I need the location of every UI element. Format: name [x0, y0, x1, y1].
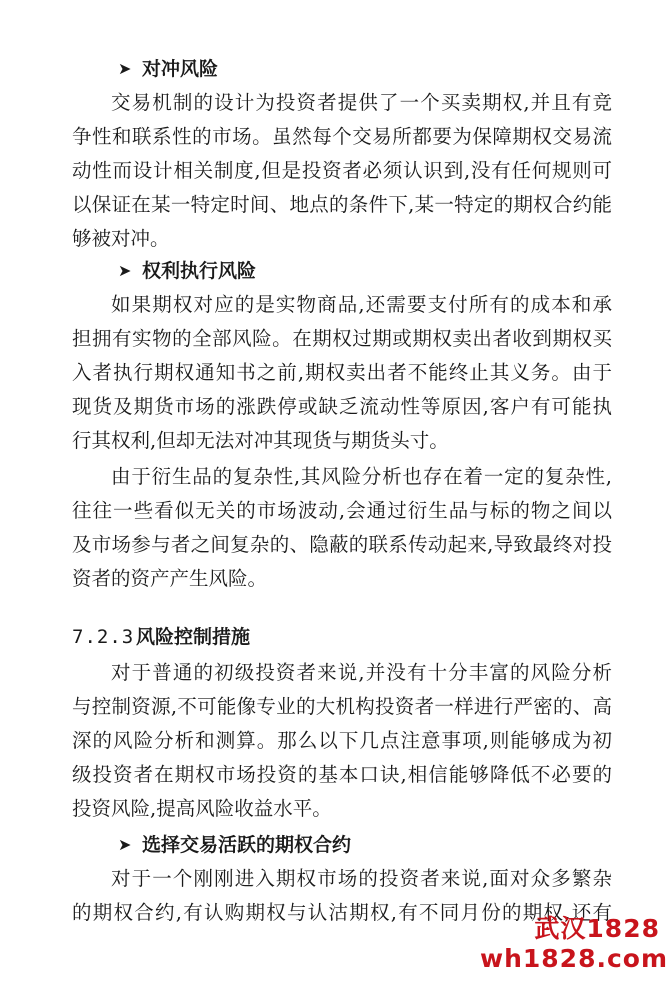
paragraph-hedge-risk — [72, 86, 612, 256]
paragraph-line: 对于一个刚刚进入期权市场的投资者来说,面对众多繁杂 — [111, 867, 612, 890]
paragraph-line: 够被对冲。 — [72, 227, 170, 250]
paragraph-line: 对于普通的初级投资者来说,并没有十分丰富的风险分析 — [111, 661, 612, 684]
section-title: 风险控制措施 — [136, 626, 251, 648]
paragraph-risk-control — [72, 656, 612, 826]
heading-hedge-risk — [118, 54, 218, 84]
paragraph-line: 担拥有实物的全部风险。在期权过期或期权卖出者收到期权买 — [72, 327, 612, 350]
watermark-line-1: 武汉1828 — [534, 914, 660, 943]
heading-active-contracts-text: 选择交易活跃的期权合约 — [142, 834, 352, 856]
paragraph-line: 现货及期货市场的涨跌停或缺乏流动性等原因,客户有可能执 — [72, 395, 612, 418]
paragraph-exercise-risk — [72, 288, 612, 458]
arrow-right-icon: ➤ — [118, 835, 132, 854]
section-heading — [72, 622, 250, 652]
paragraph-line: 投资风险,提高风险收益水平。 — [72, 797, 332, 820]
watermark-line-2: wh1828.com — [480, 944, 669, 973]
watermark — [480, 914, 669, 974]
arrow-right-icon: ➤ — [118, 59, 132, 78]
heading-exercise-risk-text: 权利执行风险 — [142, 260, 257, 282]
heading-exercise-risk — [118, 256, 256, 286]
paragraph-line: 深的风险分析和测算。那么以下几点注意事项,则能够成为初 — [72, 729, 612, 752]
paragraph-line: 及市场参与者之间复杂的、隐蔽的联系传动起来,导致最终对投 — [72, 533, 612, 556]
paragraph-line: 的期权合约,有认购期权与认沽期权,有不同月份的期权,还有 — [72, 901, 612, 924]
paragraph-line: 资者的资产产生风险。 — [72, 567, 268, 590]
paragraph-line: 以保证在某一特定时间、地点的条件下,某一特定的期权合约能 — [72, 193, 612, 216]
paragraph-line: 由于衍生品的复杂性,其风险分析也存在着一定的复杂性, — [111, 465, 612, 488]
paragraph-line: 往往一些看似无关的市场波动,会通过衍生品与标的物之间以 — [72, 499, 612, 522]
arrow-right-icon: ➤ — [118, 261, 132, 280]
paragraph-line: 争性和联系性的市场。虽然每个交易所都要为保障期权交易流 — [72, 125, 612, 148]
paragraph-derivative-complexity — [72, 460, 612, 596]
paragraph-line: 如果期权对应的是实物商品,还需要支付所有的成本和承 — [111, 293, 612, 316]
heading-hedge-risk-text: 对冲风险 — [142, 58, 219, 80]
paragraph-line: 与控制资源,不可能像专业的大机构投资者一样进行严密的、高 — [72, 695, 612, 718]
paragraph-line: 级投资者在期权市场投资的基本口诀,相信能够降低不必要的 — [72, 763, 612, 786]
paragraph-line: 行其权利,但却无法对冲其现货与期货头寸。 — [72, 429, 449, 452]
section-number: 7.2.3 — [72, 626, 135, 648]
heading-active-contracts — [118, 830, 351, 860]
paragraph-line: 入者执行期权通知书之前,期权卖出者不能终止其义务。由于 — [72, 361, 612, 384]
paragraph-line: 动性而设计相关制度,但是投资者必须认识到,没有任何规则可 — [72, 159, 612, 182]
paragraph-line: 交易机制的设计为投资者提供了一个买卖期权,并且有竞 — [111, 91, 612, 114]
